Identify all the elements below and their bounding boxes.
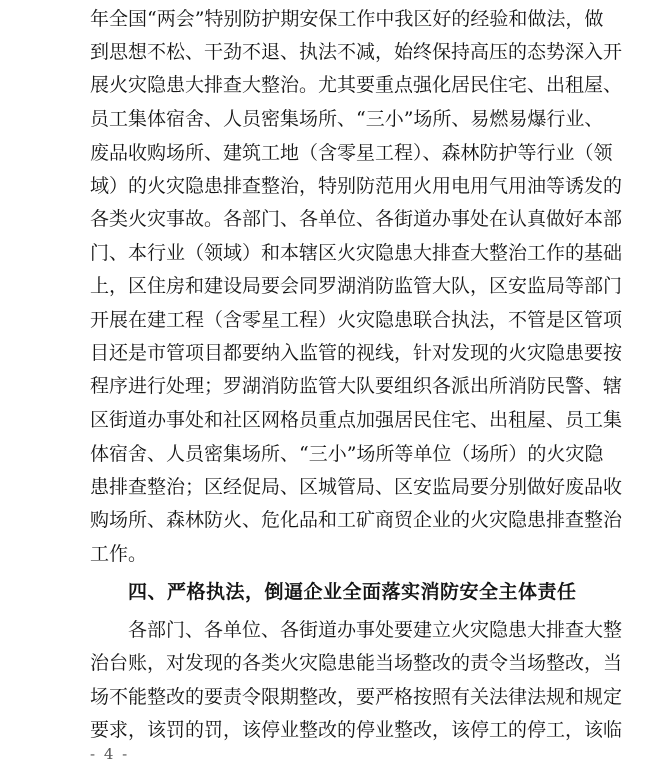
text-line: 体宿舍、人员密集场所、“三小”场所等单位（场所）的火灾隐 [90, 443, 604, 465]
text-line: 患排查整治；区经促局、区城管局、区安监局要分别做好废品收 [90, 476, 623, 498]
page-number: - 4 - [90, 745, 130, 763]
text-line: 各类火灾事故。各部门、各单位、各街道办事处在认真做好本部 [90, 208, 623, 230]
text-line: 门、本行业（领域）和本辖区火灾隐患大排查大整治工作的基础 [90, 242, 623, 264]
text-line: 购场所、森林防火、危化品和工矿商贸企业的火灾隐患排查整治 [90, 509, 623, 531]
text-line: 展火灾隐患大排查大整治。尤其要重点强化居民住宅、出租屋、 [90, 74, 623, 96]
text-line: 各部门、各单位、各街道办事处要建立火灾隐患大排查大整 [128, 619, 623, 641]
text-line: 目还是市管项目都要纳入监管的视线，针对发现的火灾隐患要按 [90, 342, 623, 364]
text-line: 开展在建工程（含零星工程）火灾隐患联合执法，不管是区管项 [90, 309, 623, 331]
text-line: 场不能整改的要责令限期整改，要严格按照有关法律法规和规定 [90, 686, 623, 708]
text-line: 程序进行处理；罗湖消防监管大队要组织各派出所消防民警、辖 [90, 375, 623, 397]
section-heading: 四、严格执法，倒逼企业全面落实消防安全主体责任 [128, 581, 577, 603]
text-line: 到思想不松、干劲不退、执法不减，始终保持高压的态势深入开 [90, 41, 623, 63]
text-line: 废品收购场所、建筑工地（含零星工程）、森林防护等行业（领 [90, 142, 613, 164]
text-line: 治台账，对发现的各类火灾隐患能当场整改的责令当场整改，当 [90, 652, 623, 674]
text-line: 年全国“两会”特别防护期安保工作中我区好的经验和做法，做 [90, 8, 604, 30]
text-line: 区街道办事处和社区网格员重点加强居民住宅、出租屋、员工集 [90, 409, 623, 431]
text-line: 员工集体宿舍、人员密集场所、“三小”场所、易燃易爆行业、 [90, 108, 604, 130]
text-line: 要求，该罚的罚，该停业整改的停业整改，该停工的停工，该临 [90, 719, 623, 741]
text-line: 工作。 [90, 543, 148, 565]
text-line: 上，区住房和建设局要会同罗湖消防监管大队，区安监局等部门 [90, 275, 623, 297]
text-line: 域）的火灾隐患排查整治，特别防范用火用电用气用油等诱发的 [90, 175, 623, 197]
